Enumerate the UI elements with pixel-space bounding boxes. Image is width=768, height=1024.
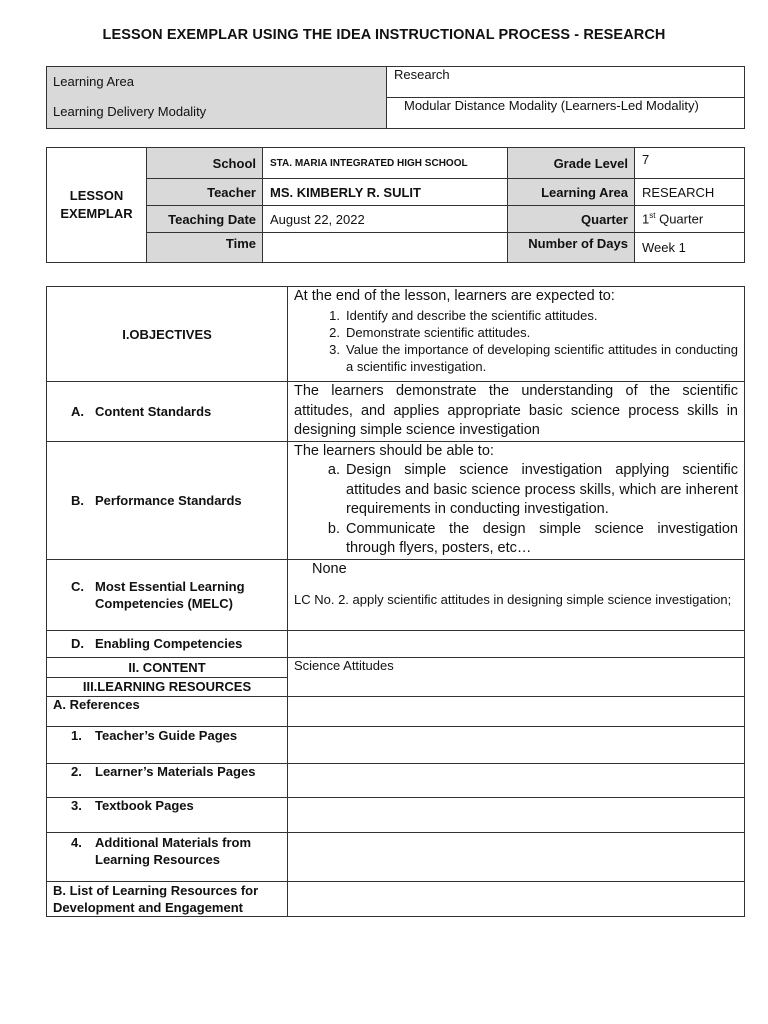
- learners-materials-value: [288, 763, 745, 797]
- learning-resources-label: III.LEARNING RESOURCES: [47, 677, 288, 696]
- objectives-list: [294, 307, 738, 375]
- objectives-label: I.OBJECTIVES: [47, 287, 288, 382]
- content-standards-label: A. Content Standards: [47, 382, 288, 442]
- list-resources-value: [288, 881, 745, 916]
- list-resources-label: B. List of Learning Resources for Development and Engagement: [47, 881, 288, 916]
- objectives-intro: At the end of the lesson, learners are expected to:: [294, 288, 615, 304]
- teachers-guide-value: [288, 726, 745, 763]
- number-of-days-value: Week 1: [635, 233, 745, 263]
- time-label: Time: [147, 233, 263, 263]
- lesson-exemplar-label: LESSON EXEMPLAR: [47, 148, 147, 263]
- performance-standards-cell: [288, 441, 745, 559]
- learners-materials-label: 2. Learner’s Materials Pages: [47, 763, 288, 797]
- learning-area-label: Learning Area: [53, 73, 134, 89]
- teacher-value: MS. KIMBERLY R. SULIT: [263, 179, 508, 206]
- additional-materials-label: 4. Additional Materials from Learning Resources: [47, 832, 288, 881]
- document-title: LESSON EXEMPLAR USING THE IDEA INSTRUCTIONAL PROCESS - RESEARCH: [102, 27, 666, 43]
- labels-cell: [47, 67, 387, 129]
- melc-text: LC No. 2. apply scientific attitudes in designing simple science investigation;: [294, 592, 732, 607]
- content-standards-text: The learners demonstrate the understanding of the scientific attitudes, and applies appropriate basic science process skills in designing simple science investigation: [288, 382, 745, 442]
- performance-item: a. Design simple science investigation applying scientific attitudes and basic science process skills, which are inherent requirements in conducting investigation.: [327, 462, 738, 517]
- teaching-date-value: August 22, 2022: [263, 206, 508, 233]
- learning-area-header-value: RESEARCH: [635, 179, 745, 206]
- references-value: [288, 696, 745, 726]
- time-value: [263, 233, 508, 263]
- objective-item: 3. Value the importance of developing scientific attitudes in conducting a scientific investigation.: [329, 341, 738, 374]
- references-label: A. References: [47, 696, 288, 726]
- modality-value: Modular Distance Modality (Learners-Led Modality): [404, 98, 699, 113]
- learning-area-value: Research: [387, 67, 744, 98]
- lesson-header-table: [46, 147, 745, 263]
- objective-item: 1. Identify and describe the scientific attitudes.: [329, 307, 598, 323]
- textbook-pages-label: 3. Textbook Pages: [47, 797, 288, 832]
- quarter-value: 1st Quarter: [635, 206, 745, 233]
- textbook-pages-value: [288, 797, 745, 832]
- school-label: School: [147, 148, 263, 179]
- objective-item: 2. Demonstrate scientific attitudes.: [329, 324, 531, 340]
- enabling-competencies-value: [288, 630, 745, 657]
- content-label: II. CONTENT: [47, 657, 288, 677]
- melc-label: C. Most Essential Learning Competencies (MELC): [47, 559, 288, 630]
- values-cell: [387, 67, 745, 129]
- number-of-days-label: Number of Days: [508, 233, 635, 263]
- melc-cell: [288, 559, 745, 630]
- lesson-plan-table: [46, 286, 745, 917]
- grade-level-label: Grade Level: [508, 148, 635, 179]
- objectives-cell: [288, 287, 745, 382]
- teaching-date-label: Teaching Date: [147, 206, 263, 233]
- learning-area-header-label: Learning Area: [508, 179, 635, 206]
- melc-none: None: [312, 560, 347, 577]
- performance-standards-list: [294, 461, 738, 559]
- modality-label: Learning Delivery Modality: [53, 103, 207, 119]
- content-value: Science Attitudes: [288, 657, 745, 696]
- teacher-label: Teacher: [147, 179, 263, 206]
- school-value: STA. MARIA INTEGRATED HIGH SCHOOL: [263, 148, 508, 179]
- teachers-guide-label: 1. Teacher’s Guide Pages: [47, 726, 288, 763]
- quarter-label: Quarter: [508, 206, 635, 233]
- learning-area-table: [46, 66, 745, 129]
- additional-materials-value: [288, 832, 745, 881]
- performance-standards-intro: The learners should be able to:: [294, 442, 494, 459]
- enabling-competencies-label: D. Enabling Competencies: [47, 630, 288, 657]
- grade-level-value: 7: [635, 148, 745, 179]
- performance-standards-label: B. Performance Standards: [47, 441, 288, 559]
- performance-item: b. Communicate the design simple science investigation through flyers, posters, etc…: [327, 520, 738, 556]
